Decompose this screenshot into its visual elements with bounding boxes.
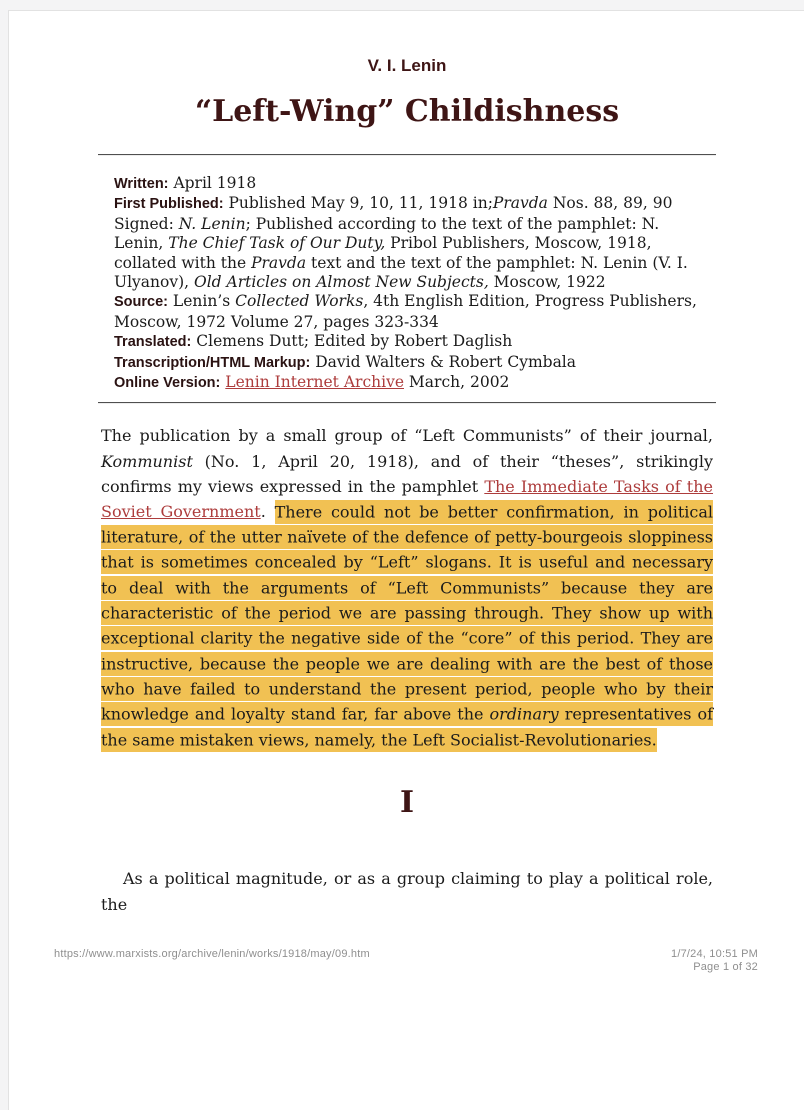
text-run: Written: [114, 176, 169, 192]
text-run: Kommunist [101, 451, 193, 471]
text-run: Pravda [492, 194, 548, 213]
text-run: Transcription/HTML Markup: [114, 354, 311, 371]
text-run: David Walters & Robert Cymbala [310, 352, 577, 371]
text-run: , 4th English Edition, Progress Publishers, Moscow, 1972 Volume 27, pages 323-334 [114, 292, 697, 331]
text-run: First Published: [114, 196, 224, 213]
text-run: representatives of the same mistaken views, namely, the Left Socialist-Revolutionaries. [101, 702, 713, 751]
metadata-translated [114, 332, 709, 352]
text-run: Pribol Publishers, Moscow, 1918, collated with the [114, 234, 652, 272]
text-run: Moscow, 1922 [488, 273, 606, 292]
metadata-block [114, 174, 709, 393]
text-run: . [260, 502, 275, 522]
footer-url: https://www.marxists.org/archive/lenin/works/1918/may/09.htm [54, 948, 370, 960]
paragraph-section-1: As a political magnitude, or as a group claiming to play a political role, the [101, 869, 713, 914]
text-run: Lenin’s [168, 292, 236, 311]
footer-page-number: Page 1 of 32 [693, 961, 758, 973]
link-lenin-internet-archive[interactable]: Lenin Internet Archive [225, 373, 404, 392]
text-run: April 1918 [168, 174, 257, 192]
text-run: ordinary [490, 702, 559, 726]
divider-top [98, 154, 716, 156]
footer-datetime: 1/7/24, 10:51 PM [671, 948, 758, 960]
text-run: March, 2002 [404, 373, 510, 392]
text-run: (No. 1, April 20, 1918), and of their “theses”, strikingly confirms my views expressed in the pamphlet [101, 451, 713, 497]
text-run: Nos. 88, 89, 90 Signed: [114, 194, 673, 233]
text-run: Translated: [114, 334, 192, 351]
metadata-online-version [114, 373, 709, 393]
metadata-source [114, 292, 709, 332]
text-run: Collected Works [235, 292, 364, 311]
text-run: The Chief Task of Our Duty, [168, 234, 386, 253]
section-heading-1: I [399, 785, 415, 821]
text-run: text and the text of the pamphlet: N. Lenin (V. I. Ulyanov), [114, 253, 688, 292]
print-footer [54, 948, 758, 974]
metadata-transcription [114, 353, 709, 373]
text-run: Pravda [251, 253, 307, 272]
metadata-first-published [114, 194, 709, 292]
text-run: There could not be better confirmation, in political literature, of the utter naïvete of the defence of petty-bourgeois sloppiness that is sometimes concealed by “Left” slogans. It is useful and necessary to deal with the arguments of “Left Communists” because they are characteristic of the period we are passing through. They show up with exceptional clarity the negative side of the “core” of this period. They are instructive, because the people we are dealing with are the best of those who have failed to understand the present period, people who by their knowledge and loyalty stand far, far above the [101, 500, 713, 726]
link-immediate-tasks[interactable]: The Immediate Tasks of the Soviet Government [101, 477, 714, 522]
divider-bottom [98, 402, 716, 404]
document-content [9, 55, 804, 917]
text-run: Published May 9, 10, 11, 1918 in; [223, 194, 493, 213]
text-run: Old Articles on Almost New Subjects, [194, 273, 489, 292]
text-run: Online Version: [114, 375, 221, 392]
text-run: The publication by a small group of “Left Communists” of their journal, [101, 426, 713, 446]
text-run: Clemens Dutt; Edited by Robert Daglish [191, 332, 513, 351]
text-run: ; Published according to the text of the pamphlet: N. Lenin, [114, 214, 660, 253]
text-run: N. Lenin [178, 214, 246, 233]
document-page [8, 10, 804, 1110]
footer-meta [671, 948, 758, 974]
author-heading: V. I. Lenin [367, 56, 447, 75]
text-run: Source: [114, 294, 168, 311]
page-title: “Left-Wing” Childishness [194, 94, 620, 129]
paragraph-intro [101, 423, 713, 752]
metadata-written [114, 174, 709, 194]
